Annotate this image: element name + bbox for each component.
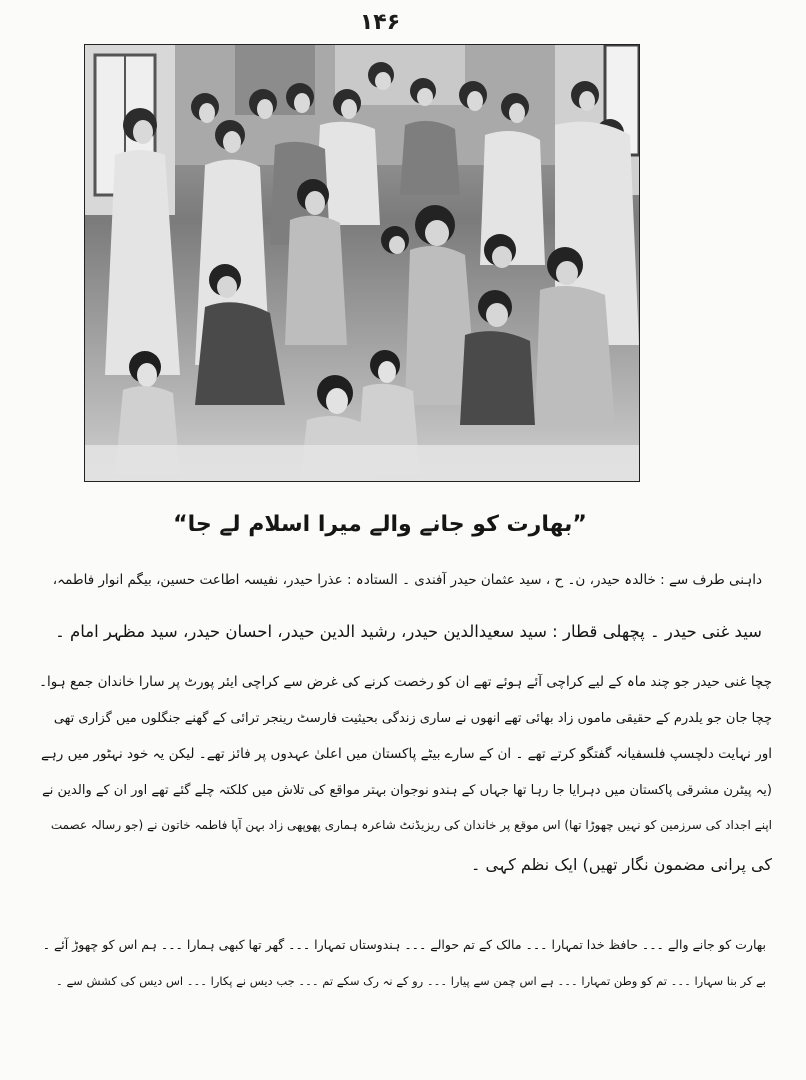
- poem-title: ”بھارت کو جانے والے میرا اسلام لے جا“: [173, 512, 587, 537]
- paragraph-line: اپنے اجداد کی سرزمین کو نہیں چھوڑا تھا) اس موقع پر خاندان کی ریزیڈنٹ شاعرہ ہماری پھوپھی زاد بہن آپا فاطمہ خاتون نے (جو رسالہ عصمت: [50, 818, 772, 832]
- group-photo: [84, 44, 640, 482]
- page-number: ۱۴۶: [359, 10, 401, 35]
- paragraph-line: چچا جان جو یلدرم کے حقیقی ماموں زاد بھائی تھے انھوں نے ساری زندگی بحیثیت فارسٹ رینجر ترائی کے گھنے جنگلوں میں گزاری تھی: [53, 711, 772, 726]
- paragraph-line: (یہ پیٹرن مشرقی پاکستان میں دہرایا جا رہا تھا جہاں کے ہندو نوجوان بہتر مواقع کی تلاش میں کلکتہ چلے گئے تھے اور ان کے والدین نے: [42, 783, 772, 798]
- verse-line: بھارت کو جانے والے ۔۔۔ حافظ خدا تمہارا ۔۔۔ مالک کے تم حوالے ۔۔۔ ہندوستاں تمہارا ۔۔۔ گھر تھا کبھی ہمارا ۔۔۔ ہم اس کو چھوڑ آئے ۔: [42, 937, 766, 952]
- group-photo-illustration: [85, 45, 639, 481]
- photo-caption-line-2: سید غنی حیدر ۔ پچھلی قطار : سید سعیدالدین حیدر، رشید الدین حیدر، احسان حیدر، سید مظہر امام ۔: [55, 622, 762, 641]
- paragraph-line: چچا غنی حیدر جو چند ماہ کے لیے کراچی آئے ہوئے تھے ان کو رخصت کرنے کی غرض سے کراچی ایئر پورٹ پر سارا خاندان جمع ہوا۔: [39, 674, 772, 690]
- photo-caption-line-1: داہنی طرف سے : خالدہ حیدر، ن۔ ح ، سید عثمان حیدر آفندی ۔ الستادہ : عذرا حیدر، نفیسہ اطاعت حسین، بیگم انوار فاطمہ،: [52, 572, 762, 588]
- paragraph-line: اور نہایت دلچسپ فلسفیانہ گفتگو کرتے تھے ۔ ان کے سارے بیٹے پاکستان میں اعلیٰ عہدوں پر فائز تھے۔ لیکن یہ خود نہٹور میں رہے: [40, 746, 772, 762]
- paragraph-line: کی پرانی مضمون نگار تھیں) ایک نظم کہی ۔: [471, 855, 772, 874]
- verse-line: بے کر بنا سہارا ۔۔۔ تم کو وطن تمہارا ۔۔۔ ہے اس چمن سے پیارا ۔۔۔ رو کے نہ رک سکے تم ۔۔۔ جب دیس نے پکارا ۔۔۔ اس دیس کی کشش سے ۔: [56, 974, 766, 988]
